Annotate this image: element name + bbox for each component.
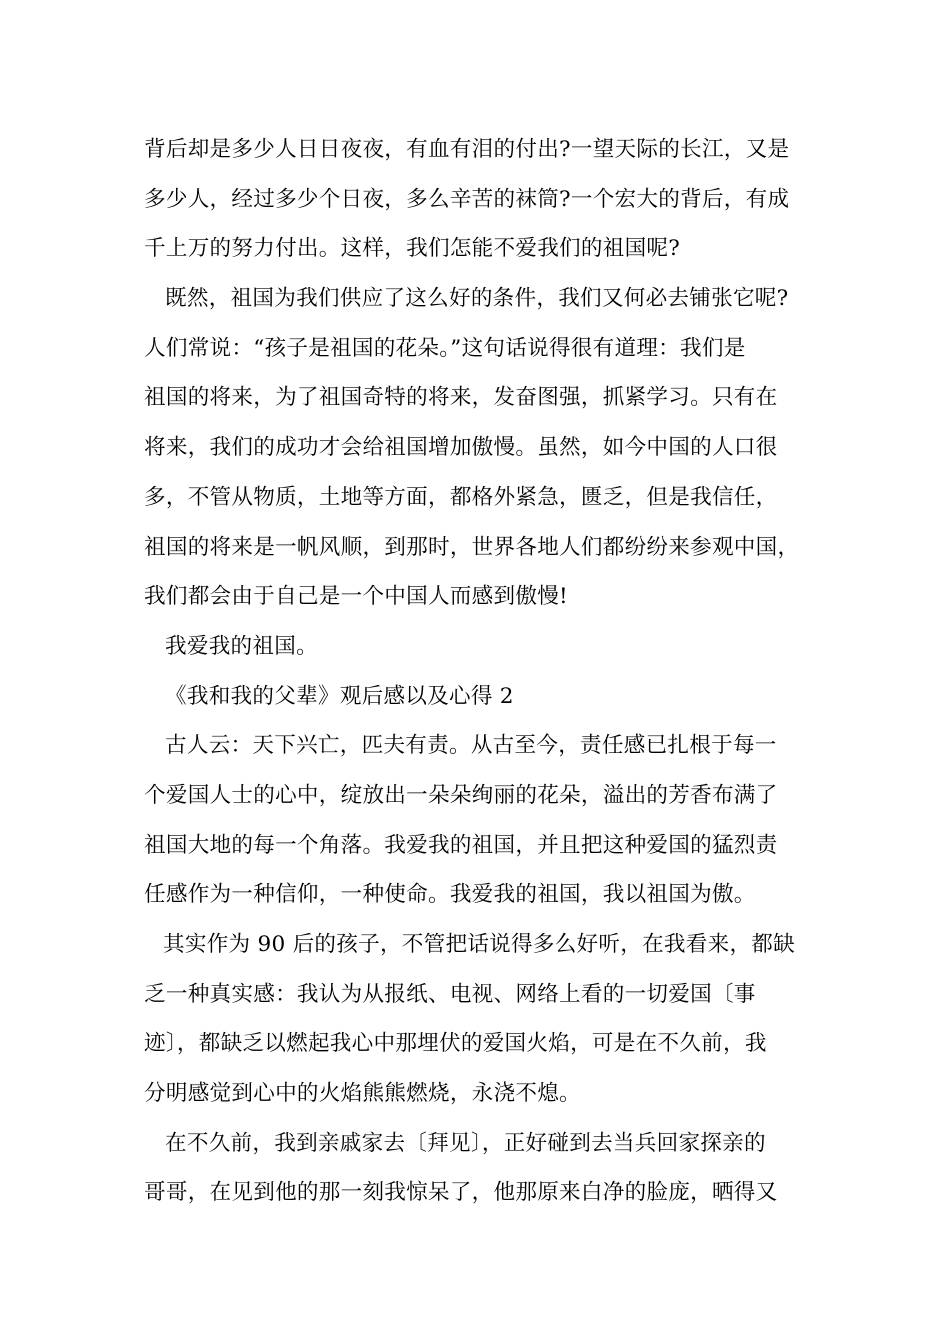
text-line: 祖国的将来，为了祖国奇特的将来，发奋图强，抓紧学习。只有在 <box>144 385 778 411</box>
text-line: 个爱国人士的心中，绽放出一朵朵绚丽的花朵，溢出的芳香布满了 <box>144 782 778 808</box>
text-line: 我们都会由于自己是一个中国人而感到傲慢! <box>144 584 568 610</box>
text-line: 任感作为一种信仰，一种使命。我爱我的祖国，我以祖国为傲。 <box>144 882 756 908</box>
paragraph-start-line: 我爱我的祖国。 <box>165 633 318 659</box>
text-line: 人们常说：“孩子是祖国的花朵。”这句话说得很有道理：我们是 <box>144 335 746 361</box>
text-line: 多少人，经过多少个日夜，多么辛苦的袜筒?一个宏大的背后，有成 <box>144 186 790 212</box>
paragraph-start-line: 既然，祖国为我们供应了这么好的条件，我们又何必去铺张它呢? <box>165 286 789 312</box>
text-line: 将来，我们的成功才会给祖国增加傲慢。虽然，如今中国的人口很 <box>144 435 778 461</box>
paragraph-start-line: 在不久前，我到亲戚家去〔拜见〕，正好碰到去当兵回家探亲的 <box>165 1130 766 1156</box>
text-line: 祖国的将来是一帆风顺，到那时，世界各地人们都纷纷来参观中国， <box>144 534 800 560</box>
text-line: 乏一种真实感：我认为从报纸、电视、网络上看的一切爱国〔事 <box>144 981 756 1007</box>
text-line: 分明感觉到心中的火焰熊熊燃烧，永浇不熄。 <box>144 1081 581 1107</box>
text-line: 背后却是多少人日日夜夜，有血有泪的付出?一望天际的长江，又是 <box>144 137 790 162</box>
section-heading: 《我和我的父辈》观后感以及心得 2 <box>165 683 514 709</box>
paragraph-start-line: 其实作为 90 后的孩子，不管把话说得多么好听，在我看来，都缺 <box>163 932 795 957</box>
document-body <box>144 130 844 1223</box>
text-line: 迹〕，都缺乏以燃起我心中那埋伏的爱国火焰，可是在不久前，我 <box>144 1031 767 1057</box>
paragraph-start-line: 古人云：天下兴亡，匹夫有责。从古至今，责任感已扎根于每一 <box>165 733 777 759</box>
text-line: 祖国大地的每一个角落。我爱我的祖国，并且把这种爱国的猛烈责 <box>144 832 778 858</box>
text-line: 多，不管从物质，土地等方面，都格外紧急，匮乏，但是我信任， <box>144 484 778 510</box>
text-line: 千上万的努力付出。这样，我们怎能不爱我们的祖国呢? <box>144 236 681 262</box>
text-line: 哥哥，在见到他的那一刻我惊呆了，他那原来白净的脸庞，晒得又 <box>144 1180 778 1206</box>
